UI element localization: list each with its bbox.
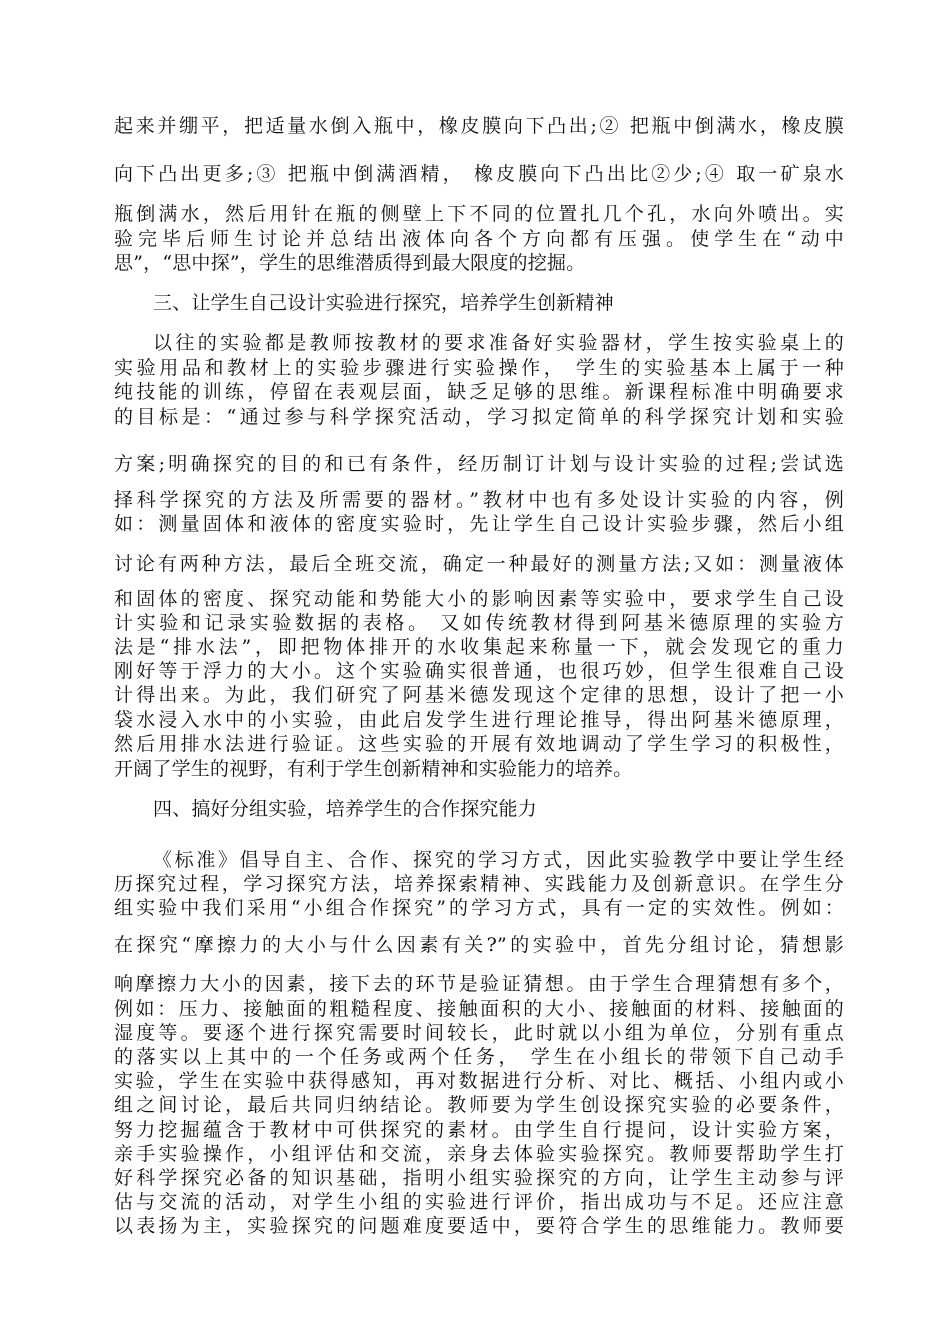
text-line: 组之间讨论，最后共同归纳结论。教师要为学生创设探究实验的必要条件，: [114, 1094, 844, 1116]
text-line: 和固体的密度、探究动能和势能大小的影响因素等实验中，要求学生自己设: [114, 588, 844, 610]
text-line: 讨论有两种方法，最后全班交流，确定一种最好的测量方法;又如：测量液体: [114, 553, 844, 575]
section-heading: 三、让学生自己设计实验进行探究，培养学生创新精神: [153, 292, 614, 314]
text-line: 计得出来。为此，我们研究了阿基米德发现这个定律的思想，设计了把一小: [114, 684, 844, 706]
text-line: 实验用品和教材上的实验步骤进行实验操作， 学生的实验基本上属于一种: [114, 357, 844, 379]
text-line: 好科学探究必备的知识基础，指明小组实验探究的方向，让学生主动参与评: [114, 1167, 844, 1189]
text-line: 以表扬为主，实验探究的问题难度要适中，要符合学生的思维能力。教师要: [114, 1215, 844, 1237]
text-line: 方案;明确探究的目的和已有条件，经历制订计划与设计实验的过程;尝试选: [114, 453, 844, 475]
text-line: 纯技能的训练，停留在表观层面，缺乏足够的思维。新课程标准中明确要求: [114, 381, 844, 403]
text-line: 在探究“摩擦力的大小与什么因素有关?”的实验中，首先分组讨论，猜想影: [114, 934, 844, 956]
text-line: 择科学探究的方法及所需要的器材。”教材中也有多处设计实验的内容，例: [114, 489, 844, 511]
text-line: 估与交流的活动，对学生小组的实验进行评价，指出成功与不足。还应注意: [114, 1191, 844, 1213]
text-line: 如：测量固体和液体的密度实验时，先让学生自己设计实验步骤，然后小组: [114, 513, 844, 535]
text-line: 法是“排水法”，即把物体排开的水收集起来称量一下，就会发现它的重力: [114, 636, 844, 658]
text-line: 湿度等。要逐个进行探究需要时间较长，此时就以小组为单位，分别有重点: [114, 1022, 844, 1044]
text-line: 亲手实验操作，小组评估和交流，亲身去体验实验探究。教师要帮助学生打: [114, 1143, 844, 1165]
text-line: 刚好等于浮力的大小。这个实验确实很普通，也很巧妙，但学生很难自己设: [114, 660, 844, 682]
text-line: 历探究过程，学习探究方法，培养探索精神、实践能力及创新意识。在学生分: [114, 873, 844, 895]
text-line: 的目标是：“通过参与科学探究活动，学习拟定简单的科学探究计划和实验: [114, 406, 844, 428]
text-line: 计实验和记录实验数据的表格。 又如传统教材得到阿基米德原理的实验方: [114, 612, 844, 634]
text-line: 实验，学生在实验中获得感知，再对数据进行分析、对比、概括、小组内或小: [114, 1070, 844, 1092]
text-line: 《标准》倡导自主、合作、探究的学习方式，因此实验教学中要让学生经: [153, 849, 844, 871]
text-line: 的落实以上其中的一个任务或两个任务， 学生在小组长的带领下自己动手: [114, 1046, 844, 1068]
text-line: 袋水浸入水中的小实验，由此启发学生进行理论推导，得出阿基米德原理，: [114, 709, 844, 731]
text-line: 例如：压力、接触面的粗糙程度、接触面积的大小、接触面的材料、接触面的: [114, 998, 844, 1020]
text-line: 向下凸出更多;③ 把瓶中倒满酒精， 橡皮膜向下凸出比②少;④ 取一矿泉水: [114, 163, 844, 185]
text-line: 以往的实验都是教师按教材的要求准备好实验器材，学生按实验桌上的: [153, 332, 844, 354]
text-line: 开阔了学生的视野，有利于学生创新精神和实验能力的培养。: [114, 758, 633, 780]
text-line: 验完毕后师生讨论并总结出液体向各个方向都有压强。使学生在“动中: [114, 228, 844, 250]
text-line: 起来并绷平，把适量水倒入瓶中，橡皮膜向下凸出;② 把瓶中倒满水，橡皮膜: [114, 115, 844, 137]
text-line: 组实验中我们采用“小组合作探究”的学习方式，具有一定的实效性。例如：: [114, 897, 844, 919]
text-line: 瓶倒满水，然后用针在瓶的侧壁上下不同的位置扎几个孔，水向外喷出。实: [114, 203, 844, 225]
text-line: 响摩擦力大小的因素，接下去的环节是验证猜想。由于学生合理猜想有多个，: [114, 973, 844, 995]
text-line: 然后用排水法进行验证。这些实验的开展有效地调动了学生学习的积极性，: [114, 733, 844, 755]
section-heading: 四、搞好分组实验，培养学生的合作探究能力: [153, 798, 538, 820]
text-line: 努力挖掘蕴含于教材中可供探究的素材。由学生自行提问，设计实验方案，: [114, 1119, 844, 1141]
text-line: 思”，“思中探”，学生的思维潜质得到最大限度的挖掘。: [114, 252, 586, 274]
